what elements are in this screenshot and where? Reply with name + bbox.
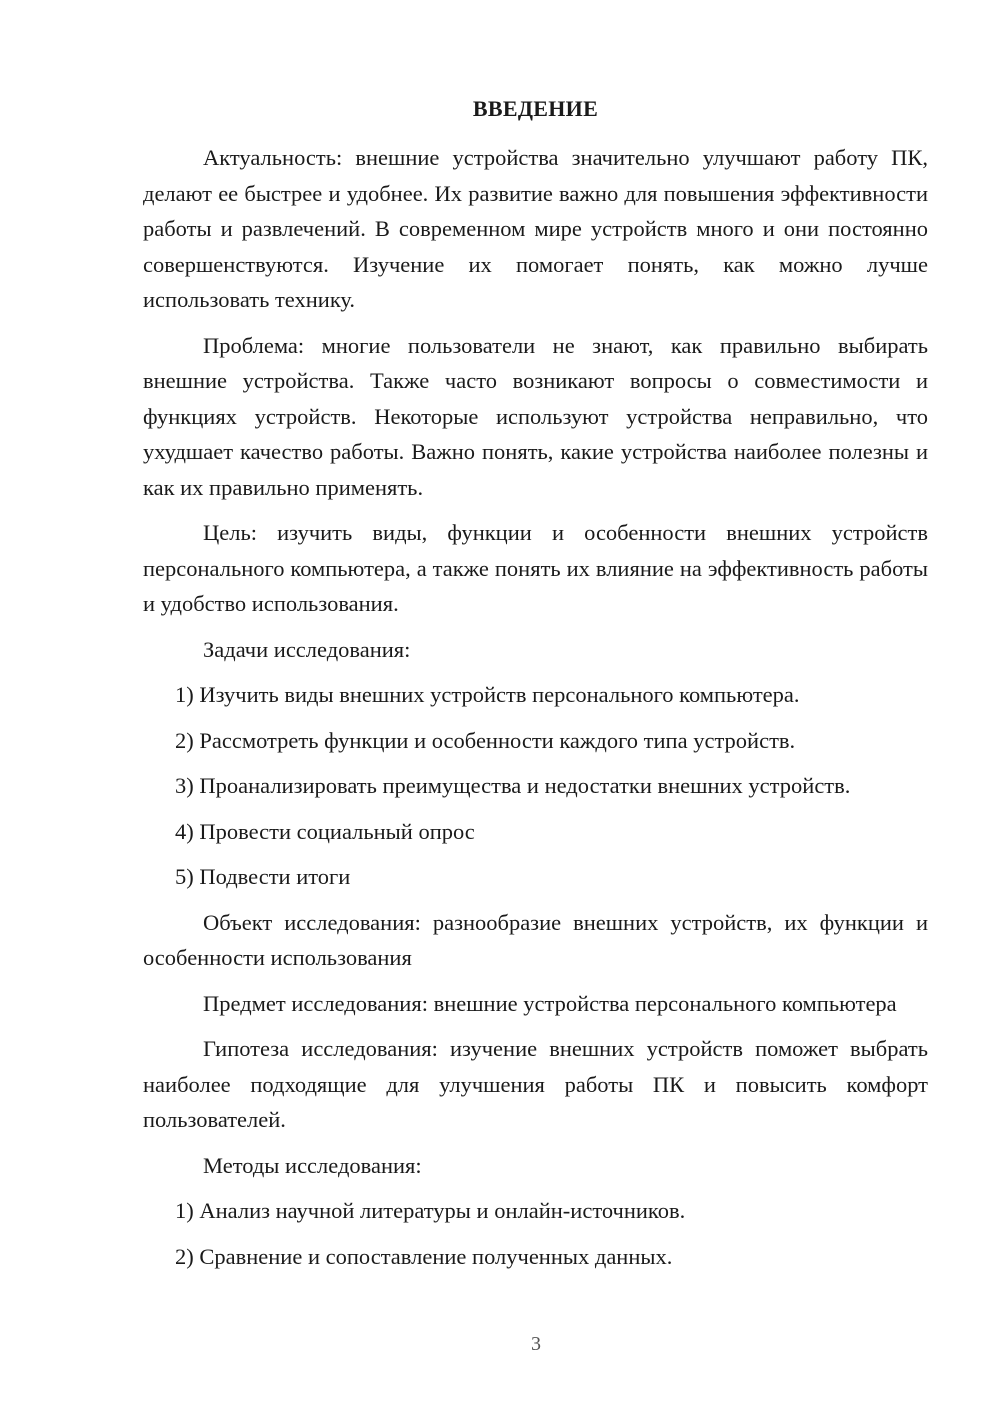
methods-title: Методы исследования: <box>203 1152 422 1178</box>
tasks-title: Задачи исследования: <box>203 636 411 662</box>
list-item: 2) Рассмотреть функции и особенности каждого типа устройств. <box>175 727 796 753</box>
problem-paragraph: Проблема: многие пользователи не знают, как правильно выбирать внешние устройства. Также часто возникают вопросы о совместимости и функциях устройств. Некоторые используют устройства неправильно, что ухудшает качество работы. Важно понять, какие устройства наиболее полезны и как их правильно применять. <box>143 332 928 500</box>
document-body <box>143 96 928 1284</box>
list-item: 4) Провести социальный опрос <box>175 818 475 844</box>
list-item: 3) Проанализировать преимущества и недостатки внешних устройств. <box>175 773 851 798</box>
list-item: 5) Подвести итоги <box>175 864 351 889</box>
list-item: 1) Изучить виды внешних устройств персонального компьютера. <box>175 682 800 707</box>
hypothesis-paragraph: Гипотеза исследования: изучение внешних устройств поможет выбрать наиболее подходящие для улучшения работы ПК и повысить комфорт пользователей. <box>143 1036 928 1132</box>
page-number: 3 <box>531 1333 541 1355</box>
section-heading: ВВЕДЕНИЕ <box>472 96 599 121</box>
list-item: 2) Сравнение и сопоставление полученных данных. <box>175 1243 673 1269</box>
object-paragraph: Объект исследования: разнообразие внешних устройств, их функции и особенности использования <box>143 909 928 970</box>
tasks-list <box>143 677 928 895</box>
subject-paragraph: Предмет исследования: внешние устройства персонального компьютера <box>203 990 897 1016</box>
goal-paragraph: Цель: изучить виды, функции и особенности внешних устройств персонального компьютера, а также понять их влияние на эффективность работы и удобство использования. <box>143 520 928 616</box>
relevance-paragraph: Актуальность: внешние устройства значительно улучшают работу ПК, делают ее быстрее и удобнее. Их развитие важно для повышения эффективности работы и развлечений. В современном мире устройств много и они постоянно совершенствуются. Изучение их помогает понять, как можно лучше использовать технику. <box>143 145 928 312</box>
list-item: 1) Анализ научной литературы и онлайн-источников. <box>175 1198 686 1223</box>
methods-list <box>143 1193 928 1274</box>
